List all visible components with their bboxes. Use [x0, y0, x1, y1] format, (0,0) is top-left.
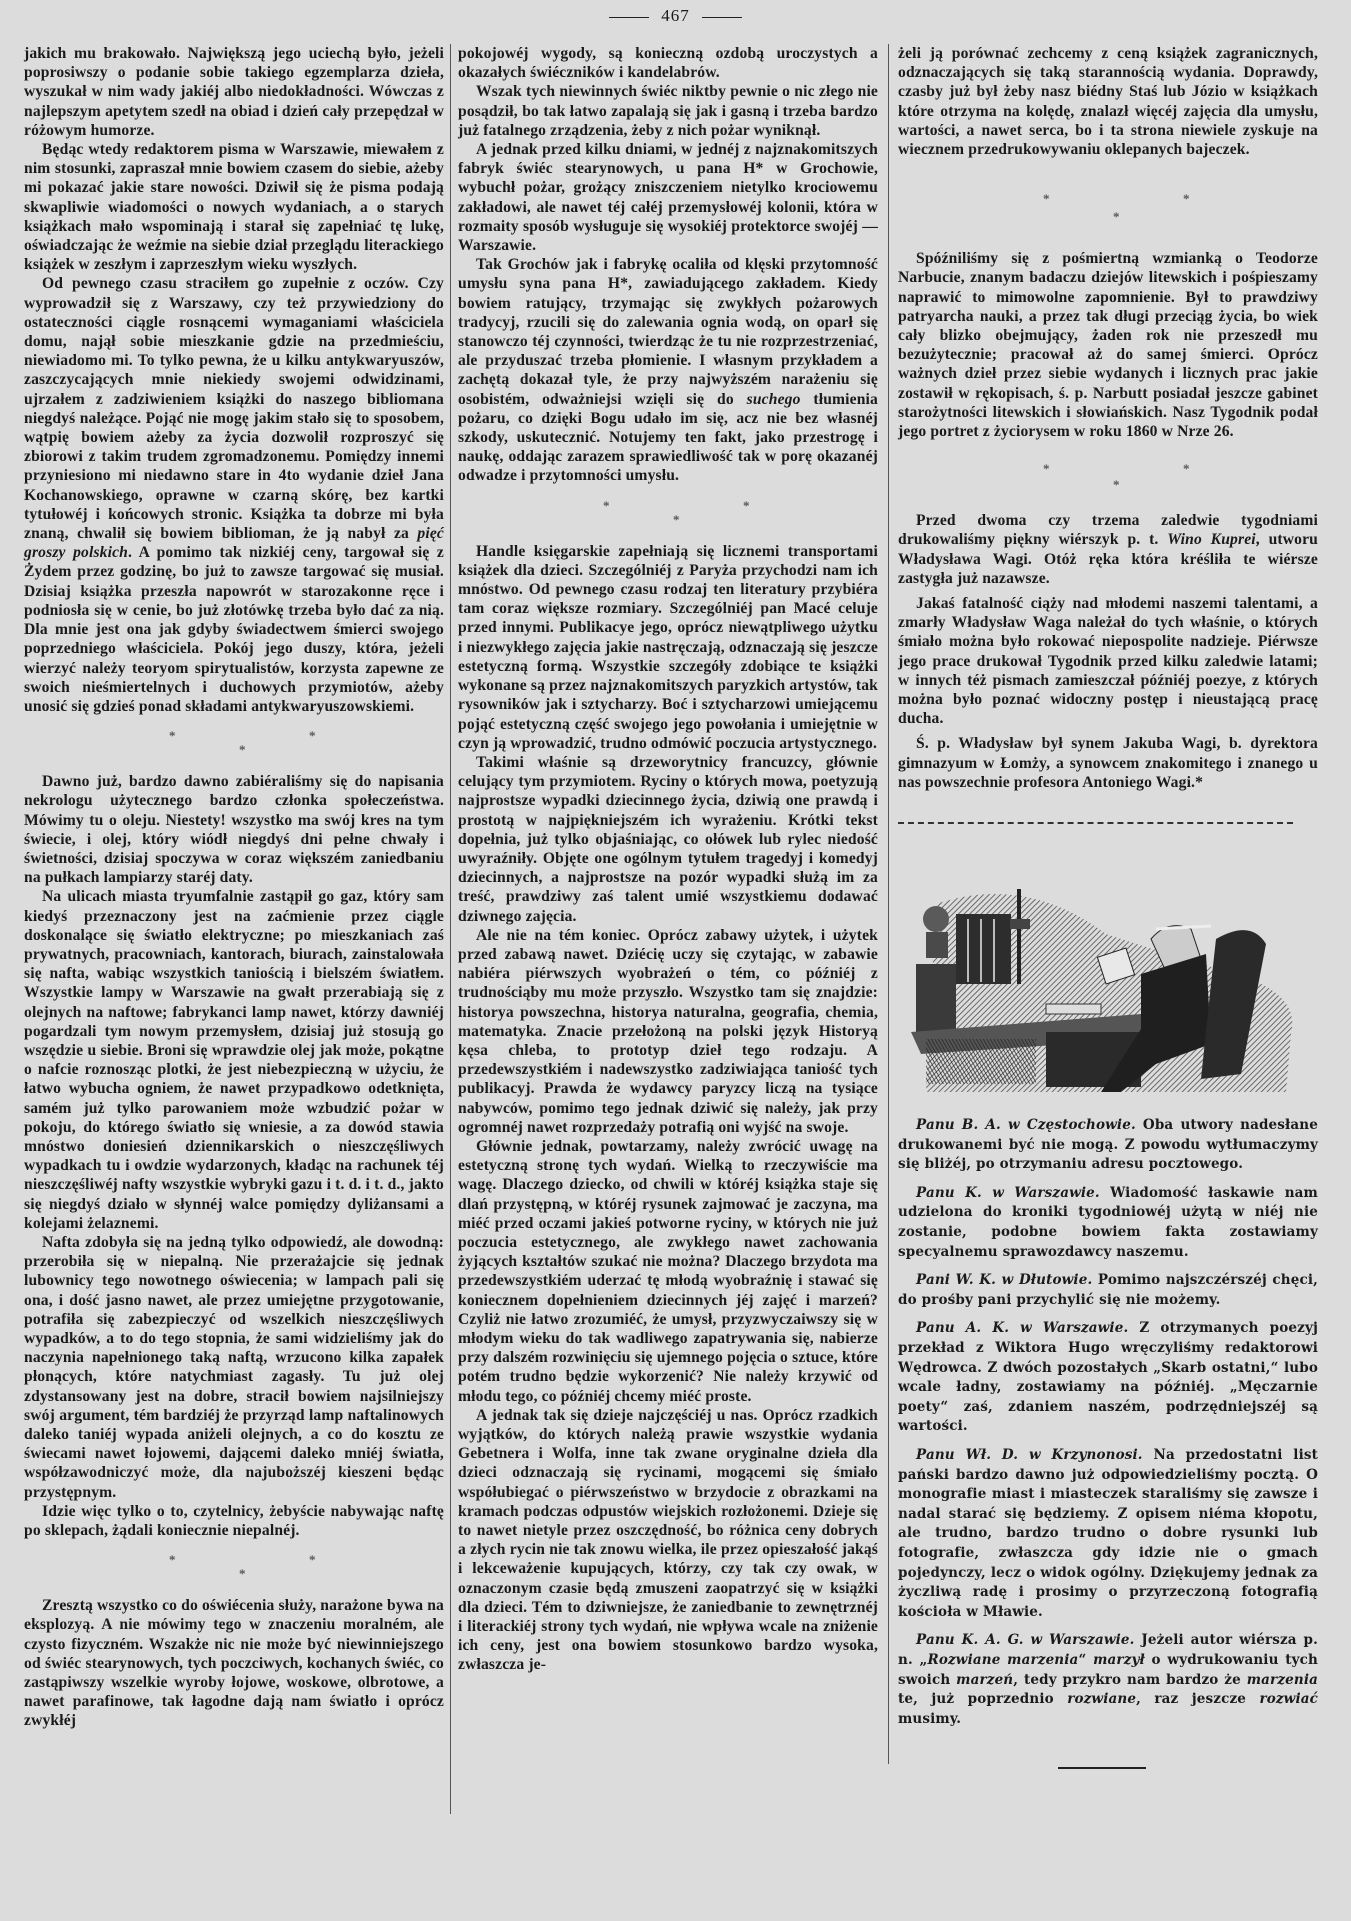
paragraph [24, 274, 444, 716]
paragraph: Takimi właśnie są drzeworytnicy francuzcy, głównie celujący tym przymiotem. Ryciny o których mowa, poetyzują najprostsze wypadki dziecinnego życia, dziwią one prawdą i prostotą w najpiękniejszém ich wyrażeniu. Krótki tekst dopełnia, już tylko objaśniając, co ołówek lub rylec niedość uwyraźniły. Objęte one ogólnym tytułem tragedyj i komedyj dziecinnych, a najprostsze na pozór wypadki służą im za treść, prawdziwy zaś talent umié wszystkiemu dodawać dziwnego zajęcia. [458, 753, 878, 925]
paragraph: Nafta zdobyła się na jedną tylko odpowiedź, ale dowodną: przerobiła się w niepalną. Nie przerażajcie się jednak lubownicy tego nowotnego oświecenia; w lampach pali się ona, i dość jasno nawet, ale przez umiejętne przygotowanie, potrafiła się zabezpieczyć od wszelkich nieszczęśliwych wypadków, a to do tego stopnia, że sami widzieliśmy jak do naczynia napełnionego taką naftą, wrzucono kilka zapałek płonących, które natychmiast zagasły. Tu już olej zdystansowany jest na dobre, stracił bowiem najsilniejszy swój argument, tém bardziéj że przyrząd lamp naftalinowych daleko taniéj wypada aniżeli olejnych, a co do kosztu ze świecami nawet łojowemi, dającemi daleko mniéj światła, współzawodniczyć może, dla najuboższéj kieszeni będąc przystępnym. [24, 1233, 444, 1501]
star-icon: * [1043, 461, 1050, 477]
reading-man-engraving-icon [906, 864, 1306, 1092]
paragraph [898, 511, 1318, 588]
italic-phrase: Rozwiane marzenia [927, 1651, 1079, 1668]
star-icon: * [743, 497, 750, 513]
text-column-3 [898, 44, 1318, 1769]
paragraph: Będąc wtedy redaktorem pisma w Warszawie, miewałem z nim stosunki, zapraszał mnie bowiem czasem do siebie, ażeby mi pokazać jakie stare nowości. Dziwił się że pisma podają skwapliwie wiadomości o nowych wydaniach, a o starych książkach mało wspominają i starał się zapełniać tę lukę, oświadczając że weźmie na siebie dział przeglądu literackiego książek w zeszłym i zaprzeszłym wieku wyszłych. [24, 141, 444, 274]
section-rule [898, 822, 1293, 824]
star-divider [458, 486, 878, 542]
page-number-dash-right [702, 17, 742, 18]
paragraph: Dawno już, bardzo dawno zabiéraliśmy się do napisania nekrologu użytecznego bardzo członka społeczeństwa. Mówimy tu o oleju. Niestety! wszystko ma swój kres na tym świecie, i olej, który wiódł niegdyś dni pełne chwały i świetności, dzisiaj spoczywa w coraz większém zaniedbaniu na pułkach lampiarzy staréj daty. [24, 773, 444, 887]
italic-phrase: pięć groszy polskich [24, 525, 444, 562]
paragraph: A jednak przed kilku dniami, w jednéj z najznakomitszych fabryk świéc stearynowych, u pana H* w Grochowie, wybuchł pożar, grożący zniszczeniem nietylko krociowemu zakładowi, ale nawet téj całéj przemysłowéj kolonii, która w rozmaity sposób wysługuje się wysokiéj protektorce swojéj — Warszawie. [458, 141, 878, 255]
answer-text: musimy. [898, 1710, 962, 1727]
star-divider [898, 441, 1318, 511]
italic-phrase: marzenia [1246, 1671, 1319, 1688]
paragraph: Na ulicach miasta tryumfalnie zastąpił go gaz, który sam kiedyś przeznaczony jest na zaćmienie przez ciągle doskonalące się światło elektryczne; po mieszkaniach zaś prywatnych, pracowniach, kantorach, biurach, zainstalowała się nafta, wabiąc wszystkich taniością i bielszém światłem. Wszystkie lampy w Warszawie na gwałt przerabiają się z olejnych na naftowe; fabrykanci lamp nawet, którzy dawniéj pogardzali tym nowym przemysłem, dzisiaj już stosują go wszędzie u siebie. Broni się wprawdzie olej jak może, pokątne o nafcie roznosząc plotki, że jest niebezpieczną w użyciu, że łatwo wybucha ogniem, że nawet przypadkowo odetknięta, samém już tylko parowaniem może wzbudzić pożar w pokoju, do którego światło się wniesie, a za dowód stawia mnóstwo doniesień dziennikarskich o nieszczęśliwych wypadkach tu i owdzie wydarzonych, kładąc na rachunek téj nieszczęśliwéj nafty wszystkie wybryki gazu i t. d. i t. d., jakto się niegdyś działo w słynnéj walce pomiędzy dyliżansami a kolejami żelaznemi. [24, 888, 444, 1232]
star-icon: * [1183, 461, 1190, 477]
italic-phrase: rozwiać [1259, 1691, 1318, 1708]
star-divider [898, 159, 1318, 249]
star-divider [24, 1540, 444, 1596]
text-column-1 [24, 44, 444, 1731]
engraving-illustration [906, 864, 1306, 1092]
answer-addressee: Panu K. w Warszawie. [916, 1184, 1100, 1201]
star-icon: * [309, 728, 316, 744]
star-icon: * [673, 511, 680, 527]
answer-item [898, 1631, 1318, 1729]
answer-addressee: Panu Wł. D. w Krzynonosi. [916, 1447, 1143, 1463]
answer-text: , raz jeszcze [1136, 1691, 1260, 1708]
paragraph-text: Od pewnego czasu straciłem go zupełnie z oczów. Czy wyprowadził się z Warszawy, czy też przywiedziony do ostateczności ciągle rosnącemi wymaganiami właściciela domu, najął sobie mieszkanie gdzie na przedmieściu, niewiadomo mi. To tylko pewna, że u kilku antykwaryuszów, zaszczycających mnie niekiedy swojemi odwidzinami, ujrzałem z zadziwieniem książki do naszego bibliomana niegdyś należące. Pojąć nie mogę jakim stało się to sposobem, wątpię bowiem ażeby za życia dozwolił rozproszyć się zbiorowi z takim trudem zgromadzonemu. Pomiędzy innemi przyniesiono mi niedawno stare in 4to wydanie dzieł Jana Kochanowskiego, oprawne w czarną skórę, bez kartki tytułowéj i końcowych stronic. Książka ta dobrze mi była znaną, chwalił się bowiem biblioman, że ją nabył za [24, 275, 444, 543]
paragraph: A jednak tak się dzieje najczęściéj u nas. Oprócz rzadkich wyjątków, do których należą prawie wszystkie wydania Gebetnera i Wolfa, inne tak zwane oryginalne dzieła dla dzieci odznaczają się rycinami, mogącemi się śmiało współubiegać o piérwszeństwo w brzydocie z obrazkami na kramach podczas odpustów wiejskich rozłożonemi. Dzieje się to nawet nietyle przez oszczędność, bo różnica ceny dobrych a złych rycin nie tak znowu wielka, ile przez opieszałość jakąś i lekceważenie kupujących, którzy, czy tak czy owak, w oznaczonym czasie będą zmuszeni zaopatrzyć się w książki dla dzieci. Tém to dziwniejsze, że zaniedbanie to zewnętrznéj i literackiéj strony tych wydań, nie wpływa wcale na zniżenie ich ceny, jest ona bowiem stosunkowo bardzo wysoka, zwłaszcza je- [458, 1406, 878, 1674]
column-rule-2 [888, 44, 889, 1764]
answer-text: Oba utwory nadesłane drukowanemi być nie mogą. Z powodu wytłumaczymy się bliżéj, po otrzymaniu adresu pocztowego. [898, 1117, 1318, 1173]
italic-phrase: rozwiane [1067, 1691, 1137, 1708]
paragraph: jakich mu brakowało. Największą jego uciechą było, jeżeli poprosiwszy o podanie sobie takiego egzemplarza dzieła, wyszukał w nim wady jakiéj albo niedokładności. Wówczas z najlepszym apetytem szedł na obiad i dzień cały przepędzał w różowym humorze. [24, 45, 444, 139]
paragraph: Wszak tych niewinnych świéc niktby pewnie o nic złego nie posądził, bo tak łatwo zapalają się jak i gasną i trzeba bardzo już fatalnego zrządzenia, żeby z nich pożar wyniknął. [458, 83, 878, 139]
paragraph: żeli ją porównać zechcemy z ceną książek zagranicznych, odznaczających się taką starannością wydania. Doprawdy, czasby już był żeby nasz biédny Staś lub Józio w książkach które otrzyma na kolędę, znalazł więcéj zajęcia dla umysłu, wartości, a nawet serca, bo i ta strona niewiele zyskuje na wiecznem przedrukowywaniu oklepanych bajeczek. [898, 45, 1318, 159]
paragraph-text: tłumienia pożaru, co dzięki Bogu udało im się, acz nie bez własnéj szkody, uskutecznić. Notujemy ten fakt, jako przestrogę i naukę, oddając zarazem sprawiedliwość tak w porę okazanéj odwadze i przytomności umysłu. [458, 390, 878, 485]
answer-item [898, 1184, 1318, 1262]
answer-text: Na przedostatni list pański bardzo dawno już odpowiedzieliśmy pocztą. O monografie miast i miasteczek staraliśmy się zawsze i nadal starać się będziemy. Z opisem niéma kłopotu, ale trudno, bardzo trudno o dobre rysunki lub fotografie, zwłaszcza gdy idzie nie o gmach pojedynczy, lecz o widok ogólny. Dziękujemy jednak za życzliwą radę i prosimy o przyrzeczoną fotografią kościoła w Mławie. [898, 1447, 1318, 1620]
answer-text: “ [1078, 1651, 1094, 1668]
page-number-dash-left [609, 17, 649, 18]
answer-item [898, 1319, 1318, 1437]
answer-addressee: Panu A. K. w Warszawie. [916, 1320, 1129, 1337]
paragraph [458, 255, 878, 485]
star-icon: * [1113, 209, 1120, 225]
paragraph: Handle księgarskie zapełniają się licznemi transportami książek dla dzieci. Szczególniéj z Paryża przychodzi nam ich mnóstwo. Od pewnego czasu rodzaj ten literatury przybiéra tam coraz większe rozmiary. Szczególniéj pan Macé celuje przed innymi. Publikacye jego, oprócz niewątpliwego użytku i niezwykłego zajęcia jakie nastręczają, odznaczają się jeszcze estetyczną formą. Wszystkie szczegóły zdobiące te książki wykonane są przez najznakomitszych paryzkich artystów, tak rysowników jak i sztycharzy. Boć i sztycharzowi umiejącemu pojąć estetyczną część swojego jego powołania i umiejętnie w czyn ją wprowadzić, trudno odmówić poczucia artystycznego. [458, 542, 878, 752]
answer-item [898, 1446, 1318, 1622]
star-divider [24, 716, 444, 772]
answer-text: te, już poprzednio [898, 1691, 1068, 1708]
answer-addressee: Pani W. K. w Dłutowie. [916, 1272, 1093, 1289]
poem-title: Wino Kuprei [1167, 531, 1256, 549]
star-icon: * [1113, 477, 1120, 493]
paragraph: Ś. p. Władysław był synem Jakuba Wagi, b. dyrektora gimnazyum w Łomży, a synowcem znakomitego i znanego u nas powszechnie profesora Antoniego Wagi.* [898, 735, 1318, 791]
page-number-text: 467 [661, 6, 690, 25]
answer-text: Pomimo najszczérszéj chęci, do prośby pani przychylić się nie możemy. [898, 1272, 1319, 1308]
star-icon: * [239, 742, 246, 758]
answer-text: o wydrukowaniu tych swoich [898, 1651, 1318, 1688]
paragraph-text: Tak Grochów jak i fabrykę ocaliła od klęski przytomność umysłu syna pana H*, zawiadującego zakładem. Kiedy bowiem ratujący, trzymając się zwykłych pożarowych tradycyj, rzucili się do zalewania ognia wodą, on oparł się stanowczo téj czynności, twierdząc że tu nie rozprzestrzeniać, ale przyduszać trzeba płomienie. I własnym przykładem a zachętą dokazał tyle, że przy najwyższém narażeniu się osobistém, odważniejsi wzięli się do [458, 256, 878, 408]
italic-phrase: marzeń [956, 1671, 1014, 1688]
column-rule-1 [450, 44, 451, 1814]
paragraph: Ale nie na tém koniec. Oprócz zabawy użytek, i użytek przed zabawą nawet. Dziécię uczy się czytając, w zabawie nabiéra piérwszych wyobrażeń o tém, co późniéj z trudnościąby mu może przyszło. Wszystko tam się znajdzie: historya powszechna, historya naturalna, geografia, chemia, matematyka. Znacie przełożoną na polski język Historyą kęsa chleba, to prototyp dzieł tego rodzaju. A przedewszystkiém i nadewszystko zadziwiająca taniość tych publikacyj. Prawda że wydawcy paryzcy liczą na tysiące nabywców, pomimo tego jednak dziwić się należy, jak przy ogromnéj nawet rozprzedaży potrafią oni wyjść na swoje. [458, 926, 878, 1136]
paragraph: Głównie jednak, powtarzamy, należy zwrócić uwagę na estetyczną stronę tych wydań. Wielką to rzeczywiście ma wagę. Dlaczego dziecko, od chwili w któréj książka staje się dlań przystępną, w któréj rysunek zajmować je zaczyna, ma miéć przed oczami jakieś potworne ryciny, w których nie już poczucia estetycznego, ale zwykłego nawet zachowania żyjących kształtów szukać nie można? Dlaczego brzydota ma przedewszystkiém uderzać tę młodą wyobraźnię i stawać się koniecznem dopełnieniem dziecinnych jéj zajęć i marzeń? Czyliż nie łatwo zrozumiéć, że umysł, przyzwyczaiwszy się w młodym wieku do tak wadliwego zapatrywania się, nabierze przy dalszém rozwinięciu się ujemnego pojęcia o sztuce, które potém trudno będzie wykorzenić? Nie należy krzywić od młodu tego, co późniéj chcemy miéć proste. [458, 1137, 878, 1405]
answer-addressee: Panu B. A. w Częstochowie. [916, 1117, 1136, 1134]
editorial-answers [898, 1116, 1318, 1729]
end-rule [1058, 1767, 1146, 1769]
star-icon: * [603, 497, 610, 513]
paragraph: Spóźniliśmy się z pośmiertną wzmianką o Teodorze Narbucie, znanym badaczu dziejów litewskich i pośpieszamy naprawić to mimowolne zapomnienie. Był to prawdziwy patryarcha nauki, a przez tak długi przeciąg życia, bo wiek cały blizko obejmujący, żaden rok nie przeszedł mu bezużytecznie; pracował aż do samej śmierci. Oprócz ważnych dzieł przez siebie wydanych i licznych prac jakie zostawił w rękopisach, ś. p. Narbutt posiadał jeszcze gabinet starożytności litewskich i słowiańskich. Nasz Tygodnik podał jego portret z życiorysem w roku 1860 w Nrze 26. [898, 250, 1318, 441]
paragraph-text: , utworu Władysława Wagi. Otóż ręka która kréśliła te wiérsze zastygła już nazawsze. [898, 531, 1319, 587]
star-icon: * [169, 728, 176, 744]
answer-addressee: Panu K. A. G. w Warszawie. [916, 1632, 1135, 1649]
paragraph: pokojowéj wygody, są konieczną ozdobą uroczystych a okazałych świéczników i kandelabrów. [458, 45, 878, 82]
answer-text: , tedy przykro nam bardzo że [1013, 1671, 1247, 1688]
star-icon: * [169, 1552, 176, 1568]
answer-item [898, 1271, 1318, 1310]
star-icon: * [309, 1552, 316, 1568]
paragraph: Idzie więc tylko o to, czytelnicy, żebyście nabywając naftę po sklepach, żądali koniecznie niepalnéj. [24, 1502, 444, 1540]
paragraph: Zresztą wszystko co do oświécenia służy, narażone bywa na eksplozyą. A nie mówimy tego w znaczeniu moralném, ale czysto fizyczném. Wszakże nic nie może być niewinniejszego od świéc stearynowych, tych poczciwych, kochanych świéc, co zastąpiwszy wszelkie wyroby łojowe, woskowe, olbrotowe, a nawet parafinowe, tak łagodne dają nam światło i oprócz zwykłéj [24, 1597, 444, 1730]
italic-word: suchego [746, 390, 801, 408]
answer-text: Wiadomość łaskawie nam udzielona do kroniki tygodniowéj użytą w niéj nie zostanie, podobne bowiem fakta zostawiamy specyalnemu sprawozdawcy naszemu. [898, 1184, 1318, 1260]
page-number [0, 6, 1351, 26]
text-column-2 [458, 44, 878, 1675]
paragraph: Jakaś fatalność ciąży nad młodemi naszemi talentami, a zmarły Władysław Waga należał do tych właśnie, o których śmiało można było rokować niepospolite nadzieje. Piérwsze jego prace drukował Tygodnik przed kilku zaledwie latami; w innych téż pismach zamieszczał późniéj poezye, z których można było poznać widoczny postęp i nieustającą pracę ducha. [898, 595, 1318, 728]
paragraph-text: Przed dwoma czy trzema zaledwie tygodniami drukowaliśmy piękny wiérszyk p. t. [898, 512, 1318, 549]
answer-text: Jeżeli autor wiérsza p. n. „ [898, 1632, 1318, 1668]
star-icon: * [239, 1566, 246, 1582]
star-icon: * [1183, 191, 1190, 207]
italic-phrase: marzył [1093, 1651, 1145, 1668]
answer-text: Z otrzymanych poezyj przekład z Wiktora Hugo wręczyliśmy redaktorowi Wędrowca. Z dwóch pozostałych „Skarb ostatni,“ lubo wcale ładny, zostawiamy na późniéj. „Męczarnie poety“ zaś, zdaniem naszém, podrzędniejszéj są wartości. [898, 1320, 1319, 1435]
star-icon: * [1043, 191, 1050, 207]
paragraph-text: . A pomimo tak nizkiéj ceny, targował się z Żydem przez godzinę, bo już to zawsze targować się musiał. Dzisiaj książka przeszła napowrót w starozakonne ręce i podniosła się w cenie, bo już złotówkę trzeba było dać za nią. Dla mnie jest ona jak gdyby świadectwem śmierci swojego poprzedniego właściciela. Pokój jego duszy, która, jeżeli wierzyć należy teoryom spirytualistów, korzysta zapewne ze swoich nieśmiertelnych i duchowych przymiotów, ażeby unosić się gdzieś ponad składami antykwaryuszowskiemi. [24, 544, 444, 715]
answer-item [898, 1116, 1318, 1175]
